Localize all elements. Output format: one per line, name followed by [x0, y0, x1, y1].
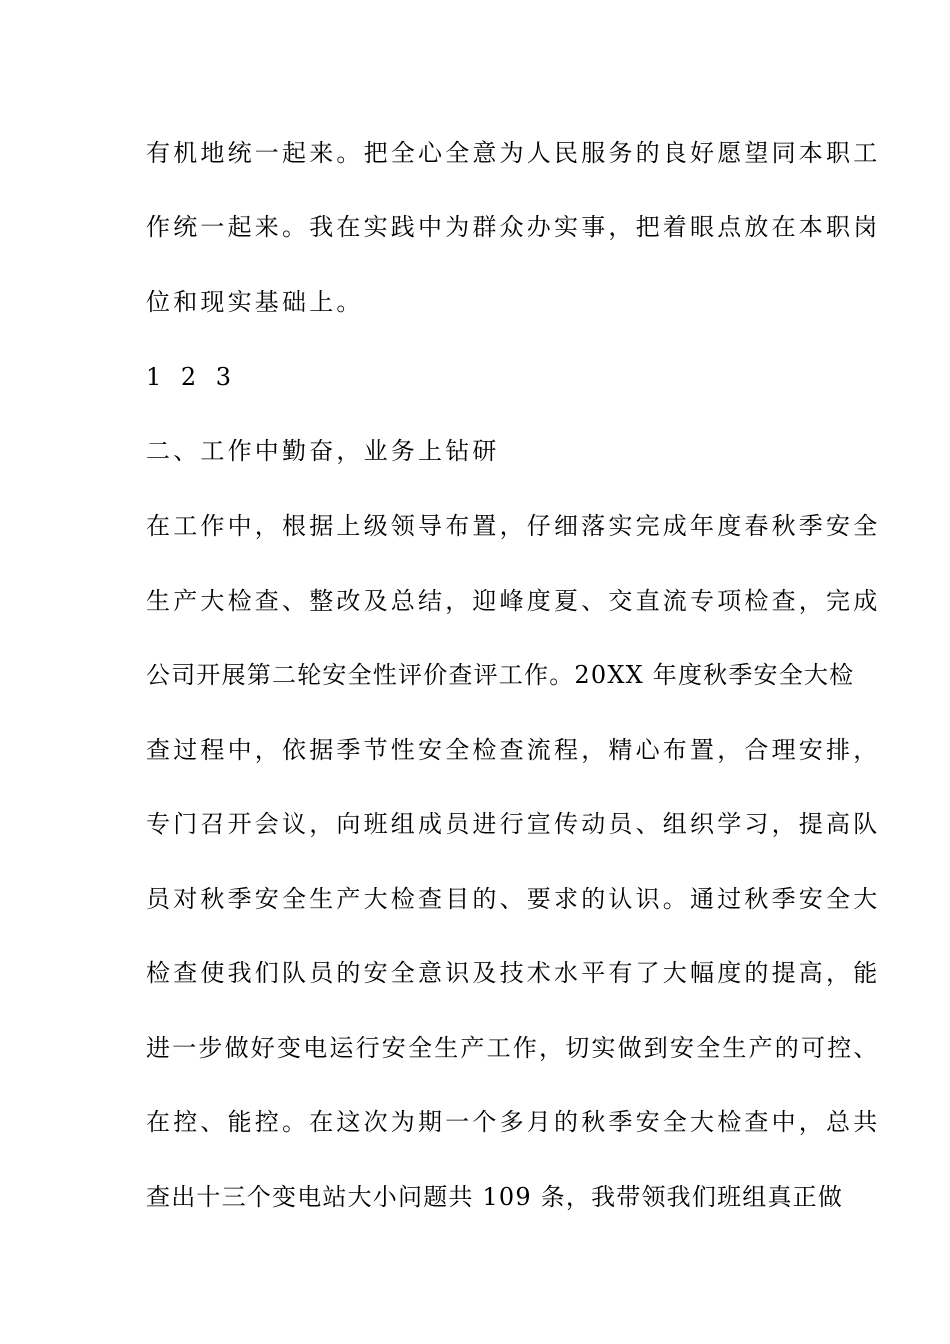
paragraph-line: 作统一起来。我在实践中为群众办实事，把着眼点放在本职岗	[146, 213, 881, 241]
paragraph-line: 专门召开会议，向班组成员进行宣传动员、组织学习，提高队	[146, 810, 881, 838]
paragraph-line: 有机地统一起来。把全心全意为人民服务的良好愿望同本职工	[146, 139, 881, 167]
paragraph-line: 在控、能控。在这次为期一个多月的秋季安全大检查中，总共	[146, 1108, 881, 1136]
paragraph-line: 查出十三个变电站大小问题共 109 条，我带领我们班组真正做	[146, 1183, 844, 1211]
page-number-links[interactable]: 1 2 3	[146, 363, 238, 391]
paragraph-line: 检查使我们队员的安全意识及技术水平有了大幅度的提高，能	[146, 959, 881, 987]
section-heading: 二、工作中勤奋，业务上钻研	[146, 437, 500, 465]
paragraph-line: 生产大检查、整改及总结，迎峰度夏、交直流专项检查，完成	[146, 587, 881, 615]
paragraph-line: 查过程中，依据季节性安全检查流程，精心布置，合理安排，	[146, 736, 881, 764]
paragraph-line: 位和现实基础上。	[146, 288, 364, 316]
paragraph-line: 进一步做好变电运行安全生产工作，切实做到安全生产的可控、	[146, 1034, 880, 1062]
paragraph-line: 公司开展第二轮安全性评价查评工作。20XX 年度秋季安全大检	[146, 661, 855, 689]
paragraph-line: 员对秋季安全生产大检查目的、要求的认识。通过秋季安全大	[146, 885, 881, 913]
paragraph-line: 在工作中，根据上级领导布置，仔细落实完成年度春秋季安全	[146, 512, 881, 540]
